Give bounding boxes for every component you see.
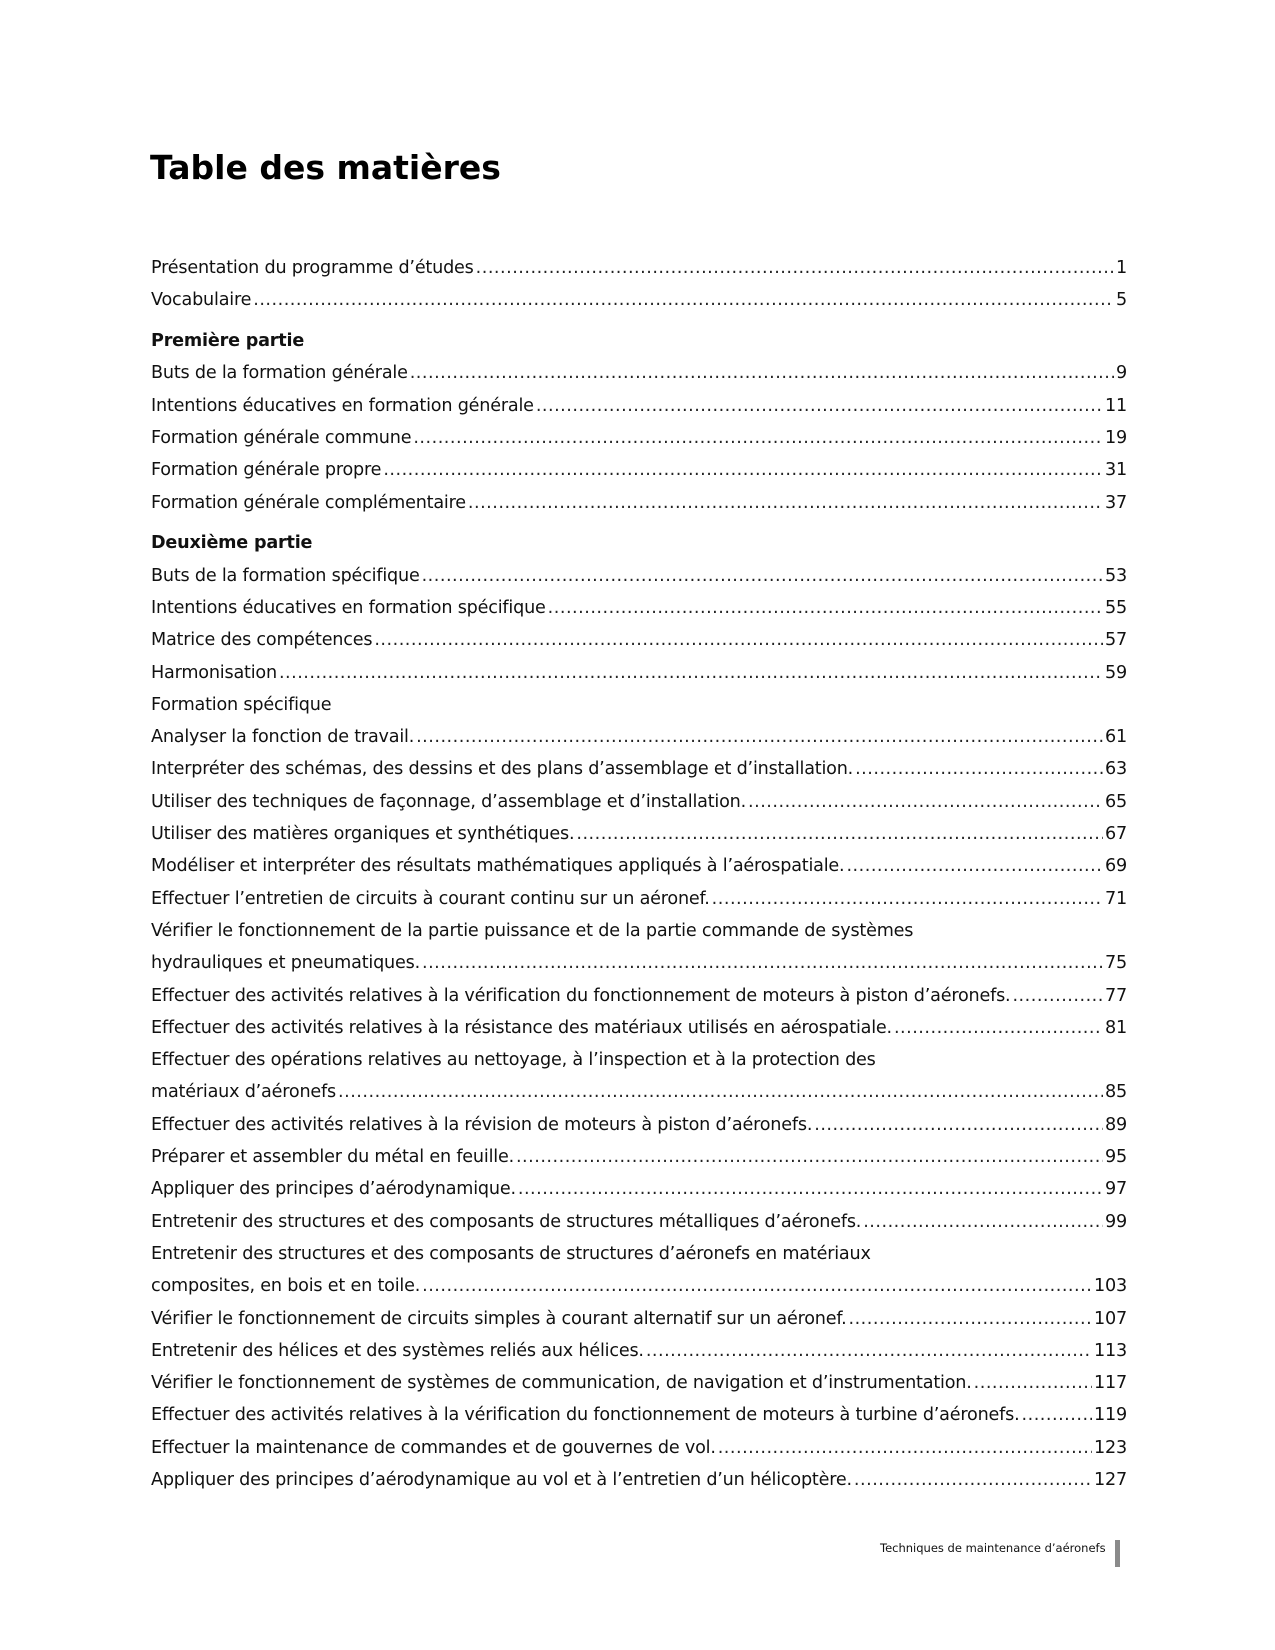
toc-entry-title: composites, en bois et en toile. bbox=[151, 1276, 421, 1297]
dot-leader bbox=[383, 454, 1103, 486]
toc-page-number: 117 bbox=[1094, 1373, 1127, 1394]
toc-entry-title: hydrauliques et pneumatiques. bbox=[151, 953, 420, 974]
toc-page-number: 77 bbox=[1105, 985, 1127, 1006]
toc-entry-title: Formation spécifique bbox=[151, 694, 332, 715]
dot-leader bbox=[422, 560, 1103, 592]
toc-entry[interactable] bbox=[151, 624, 1127, 656]
dot-leader bbox=[974, 1367, 1092, 1399]
dot-leader bbox=[374, 624, 1103, 656]
dot-leader bbox=[646, 1335, 1092, 1367]
toc-page-number: 81 bbox=[1105, 1017, 1127, 1038]
toc-section-heading bbox=[151, 325, 1127, 357]
toc-page-number: 113 bbox=[1094, 1340, 1127, 1361]
dot-leader bbox=[468, 487, 1103, 519]
toc-entry-title: matériaux d’aéronefs bbox=[151, 1082, 337, 1103]
dot-leader bbox=[894, 1012, 1103, 1044]
dot-leader bbox=[338, 1076, 1103, 1108]
toc-entry[interactable] bbox=[151, 284, 1127, 316]
toc-entry-text bbox=[151, 915, 1127, 947]
toc-entry-title: Effectuer des activités relatives à la vérification du fonctionnement de moteurs à piston d’aéronefs. bbox=[151, 985, 1011, 1006]
toc-entry-title: Deuxième partie bbox=[151, 533, 313, 554]
toc-entry[interactable] bbox=[151, 487, 1127, 519]
dot-leader bbox=[413, 422, 1103, 454]
dot-leader bbox=[410, 357, 1114, 389]
toc-entry[interactable] bbox=[151, 592, 1127, 624]
toc-entry[interactable] bbox=[151, 422, 1127, 454]
toc-page-number: 65 bbox=[1105, 791, 1127, 812]
page-title: Table des matières bbox=[150, 148, 501, 187]
toc-entry[interactable] bbox=[151, 1270, 1127, 1302]
toc-entry-title: Effectuer des activités relatives à la révision de moteurs à piston d’aéronefs. bbox=[151, 1114, 813, 1135]
dot-leader bbox=[476, 252, 1114, 284]
toc-entry[interactable] bbox=[151, 721, 1127, 753]
toc-section-heading bbox=[151, 527, 1127, 559]
dot-leader bbox=[846, 850, 1103, 882]
toc-entry-title: Effectuer des activités relatives à la vérification du fonctionnement de moteurs à turbine d’aéronefs. bbox=[151, 1405, 1020, 1426]
toc-page-number: 127 bbox=[1094, 1469, 1127, 1490]
dot-leader bbox=[279, 657, 1103, 689]
toc-entry-title: Préparer et assembler du métal en feuille. bbox=[151, 1147, 514, 1168]
toc-page-number: 85 bbox=[1105, 1082, 1127, 1103]
toc-entry-title: Utiliser des techniques de façonnage, d’assemblage et d’installation. bbox=[151, 791, 747, 812]
dot-leader bbox=[416, 721, 1103, 753]
footer-bar bbox=[1115, 1540, 1120, 1567]
toc-entry-title: Matrice des compétences bbox=[151, 630, 373, 651]
toc-page-number: 123 bbox=[1094, 1437, 1127, 1458]
toc-entry[interactable] bbox=[151, 947, 1127, 979]
toc-entry-text bbox=[151, 689, 1127, 721]
toc-page-number: 107 bbox=[1094, 1308, 1127, 1329]
toc-entry[interactable] bbox=[151, 454, 1127, 486]
toc-entry-title: Formation générale propre bbox=[151, 460, 382, 481]
toc-page-number: 31 bbox=[1105, 460, 1127, 481]
toc-page-number: 11 bbox=[1105, 395, 1127, 416]
toc-entry-title: Vérifier le fonctionnement de systèmes de communication, de navigation et d’instrumentation. bbox=[151, 1373, 972, 1394]
toc-page-number: 63 bbox=[1105, 759, 1127, 780]
dot-leader bbox=[576, 818, 1103, 850]
toc-entry[interactable] bbox=[151, 1399, 1127, 1431]
toc-entry-title: Effectuer des activités relatives à la résistance des matériaux utilisés en aérospatiale. bbox=[151, 1017, 892, 1038]
toc-page-number: 9 bbox=[1116, 363, 1127, 384]
toc-page-number: 61 bbox=[1105, 727, 1127, 748]
toc-page-number: 53 bbox=[1105, 565, 1127, 586]
toc-entry[interactable] bbox=[151, 980, 1127, 1012]
toc-entry-title: Formation générale commune bbox=[151, 427, 412, 448]
dot-leader bbox=[1012, 980, 1103, 1012]
dot-leader bbox=[422, 1270, 1092, 1302]
toc-page-number: 103 bbox=[1094, 1276, 1127, 1297]
toc-page-number: 119 bbox=[1094, 1405, 1127, 1426]
toc-page-number: 1 bbox=[1116, 258, 1127, 278]
dot-leader bbox=[536, 390, 1103, 422]
toc-page-number: 55 bbox=[1105, 597, 1127, 618]
toc-entry-title: Entretenir des structures et des composants de structures métalliques d’aéronefs. bbox=[151, 1211, 862, 1232]
toc-entry[interactable] bbox=[151, 1076, 1127, 1108]
toc-entry[interactable] bbox=[151, 657, 1127, 689]
toc-entry[interactable] bbox=[151, 1206, 1127, 1238]
toc-entry[interactable] bbox=[151, 560, 1127, 592]
dot-leader bbox=[712, 883, 1103, 915]
dot-leader bbox=[848, 1303, 1092, 1335]
toc-entry-title: Effectuer la maintenance de commandes et de gouvernes de vol. bbox=[151, 1437, 716, 1458]
dot-leader bbox=[1022, 1399, 1092, 1431]
dot-leader bbox=[516, 1141, 1103, 1173]
dot-leader bbox=[422, 947, 1103, 979]
toc-entry[interactable] bbox=[151, 1367, 1127, 1399]
toc-entry-title: Appliquer des principes d’aérodynamique. bbox=[151, 1179, 516, 1200]
toc-page-number: 37 bbox=[1105, 492, 1127, 513]
toc-entry[interactable] bbox=[151, 390, 1127, 422]
toc-entry[interactable] bbox=[151, 818, 1127, 850]
toc-page-number: 95 bbox=[1105, 1147, 1127, 1168]
toc-entry-title: Analyser la fonction de travail. bbox=[151, 727, 415, 748]
toc-entry-title: Intentions éducatives en formation générale bbox=[151, 395, 534, 416]
toc-entry[interactable] bbox=[151, 1012, 1127, 1044]
toc-entry[interactable] bbox=[151, 1173, 1127, 1205]
toc-page-number: 5 bbox=[1116, 290, 1127, 311]
toc-entry-text bbox=[151, 1238, 1127, 1270]
toc-page-number: 89 bbox=[1105, 1114, 1127, 1135]
toc-page-number: 69 bbox=[1105, 856, 1127, 877]
table-of-contents bbox=[151, 252, 1127, 1496]
dot-leader bbox=[518, 1173, 1103, 1205]
toc-page-number: 57 bbox=[1105, 630, 1127, 651]
toc-entry-text bbox=[151, 1044, 1127, 1076]
toc-page-number: 97 bbox=[1105, 1179, 1127, 1200]
toc-entry-title: Vocabulaire bbox=[151, 290, 252, 311]
dot-leader bbox=[854, 1464, 1092, 1496]
toc-page-number: 19 bbox=[1105, 427, 1127, 448]
toc-entry[interactable] bbox=[151, 1141, 1127, 1173]
toc-page-number: 67 bbox=[1105, 824, 1127, 845]
toc-entry-title: Entretenir des structures et des composants de structures d’aéronefs en matériaux bbox=[151, 1243, 871, 1264]
toc-entry-title: Présentation du programme d’études bbox=[151, 258, 474, 278]
toc-entry-title: Formation générale complémentaire bbox=[151, 492, 466, 513]
toc-entry[interactable] bbox=[151, 883, 1127, 915]
toc-entry[interactable] bbox=[151, 1432, 1127, 1464]
dot-leader bbox=[748, 786, 1103, 818]
toc-entry[interactable] bbox=[151, 357, 1127, 389]
toc-entry[interactable] bbox=[151, 1464, 1127, 1496]
footer-title: Techniques de maintenance d’aéronefs bbox=[880, 1541, 1106, 1555]
toc-entry-title: Vérifier le fonctionnement de la partie puissance et de la partie commande de systèmes bbox=[151, 920, 914, 941]
toc-page-number: 75 bbox=[1105, 953, 1127, 974]
toc-entry-title: Appliquer des principes d’aérodynamique au vol et à l’entretien d’un hélicoptère. bbox=[151, 1469, 852, 1490]
dot-leader bbox=[863, 1206, 1103, 1238]
toc-entry-title: Entretenir des hélices et des systèmes reliés aux hélices. bbox=[151, 1340, 644, 1361]
toc-entry-title: Interpréter des schémas, des dessins et des plans d’assemblage et d’installation. bbox=[151, 759, 854, 780]
dot-leader bbox=[855, 753, 1103, 785]
toc-entry[interactable] bbox=[151, 1109, 1127, 1141]
dot-leader bbox=[253, 284, 1114, 316]
toc-entry[interactable] bbox=[151, 850, 1127, 882]
toc-entry-title: Première partie bbox=[151, 331, 305, 352]
toc-entry-title: Intentions éducatives en formation spécifique bbox=[151, 597, 546, 618]
toc-page-number: 71 bbox=[1105, 888, 1127, 909]
toc-entry-title: Effectuer des opérations relatives au nettoyage, à l’inspection et à la protection des bbox=[151, 1050, 876, 1071]
toc-entry-title: Buts de la formation générale bbox=[151, 363, 408, 384]
toc-entry[interactable] bbox=[151, 1303, 1127, 1335]
toc-entry-title: Utiliser des matières organiques et synthétiques. bbox=[151, 824, 575, 845]
toc-entry[interactable] bbox=[151, 786, 1127, 818]
toc-entry-title: Vérifier le fonctionnement de circuits simples à courant alternatif sur un aéronef. bbox=[151, 1308, 847, 1329]
toc-entry-title: Modéliser et interpréter des résultats mathématiques appliqués à l’aérospatiale. bbox=[151, 856, 845, 877]
toc-entry[interactable] bbox=[151, 252, 1127, 284]
toc-page-number: 59 bbox=[1105, 662, 1127, 683]
dot-leader bbox=[814, 1109, 1103, 1141]
toc-entry[interactable] bbox=[151, 1335, 1127, 1367]
dot-leader bbox=[548, 592, 1103, 624]
toc-page-number: 99 bbox=[1105, 1211, 1127, 1232]
toc-entry-title: Harmonisation bbox=[151, 662, 277, 683]
toc-entry-title: Effectuer l’entretien de circuits à courant continu sur un aéronef. bbox=[151, 888, 710, 909]
dot-leader bbox=[718, 1432, 1092, 1464]
toc-entry[interactable] bbox=[151, 753, 1127, 785]
toc-entry-title: Buts de la formation spécifique bbox=[151, 565, 420, 586]
